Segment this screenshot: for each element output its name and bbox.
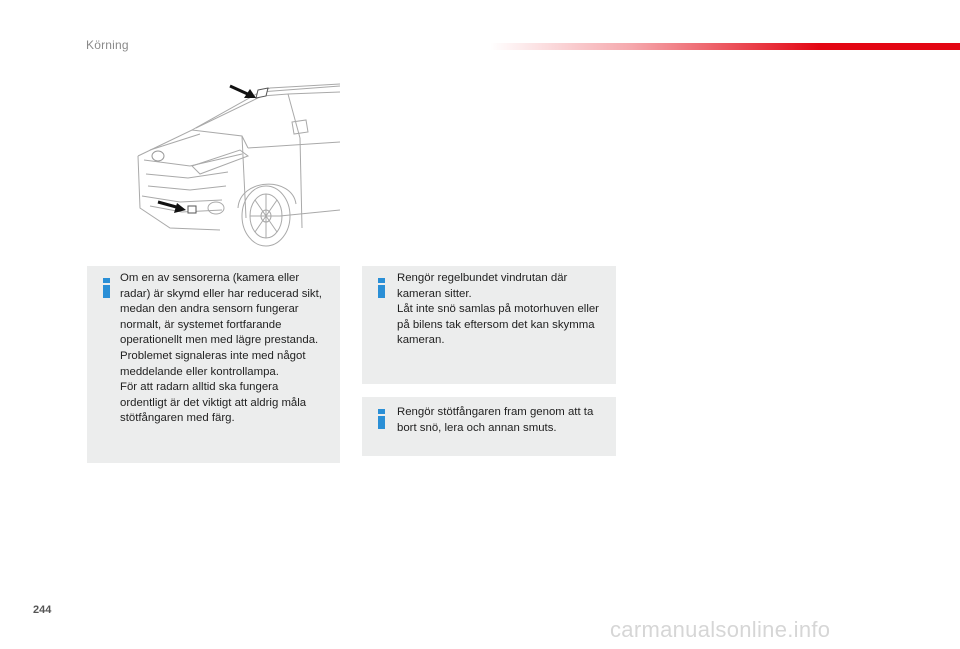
info-note-bumper (362, 397, 616, 456)
info-note-sensors (87, 266, 340, 463)
page-number: 244 (33, 604, 52, 616)
info-icon (378, 278, 385, 298)
info-icon (103, 278, 110, 298)
section-title: Körning (86, 38, 129, 52)
note-text: Rengör stötfångaren fram genom att ta bort snö, lera och annan smuts. (397, 406, 594, 434)
header-accent-bar (490, 43, 960, 50)
note-text: Rengör regelbundet vindrutan där kameran sitter. Låt inte snö samlas på motorhuven eller på bilens tak eftersom det kan skymma kameran. (397, 272, 599, 347)
info-icon (378, 409, 385, 429)
van-sensor-illustration (130, 78, 340, 248)
watermark: carmanualsonline.info (610, 617, 831, 642)
radar-arrow-icon (158, 202, 186, 213)
info-note-windshield (362, 266, 616, 384)
camera-arrow-icon (230, 86, 256, 98)
note-text: Om en av sensorerna (kamera eller radar) är skymd eller har reducerad sikt, medan den andra sensorn fungerar normalt, är systemet fortfarande operationellt men med lägre prestanda. Problemet signaleras inte med något meddelande eller kontrollampa. För att radarn alltid ska fungera ordentligt är det viktigt att aldrig måla stötfångaren med färg. (120, 272, 322, 425)
